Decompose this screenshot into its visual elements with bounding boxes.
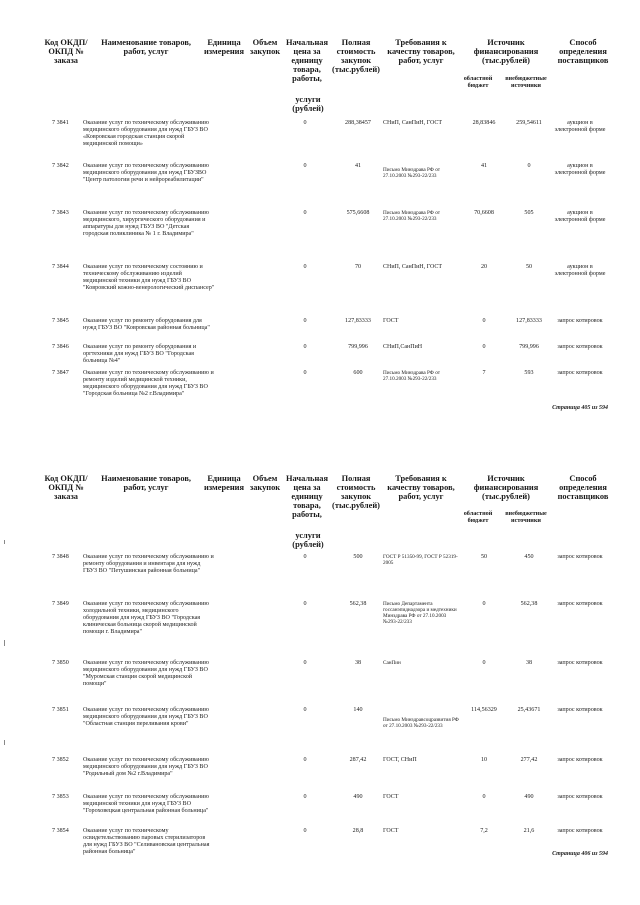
- unit-price: 0: [303, 163, 307, 169]
- total-cost: 127,83333: [345, 318, 371, 324]
- document-page-1: [0, 0, 640, 450]
- item-description: Оказание услуг по ремонту оборудования и оргтехники для нужд ГБУЗ ВО "Городская больница №4": [83, 344, 197, 364]
- quality-requirements: ГОСТ: [383, 828, 399, 834]
- header-volume: Объем закупок: [249, 474, 281, 492]
- regional-budget: 0: [482, 601, 486, 607]
- header-unit: Единица измерения: [203, 474, 245, 492]
- scan-artifact: [4, 540, 5, 544]
- item-description: Оказание услуг по техническому обслуживанию медицинского оборудования для нужд ГБУЗ ВО "Областная станция переливания крови": [83, 707, 209, 727]
- extra-budget: 38: [525, 660, 533, 666]
- header-total: Полная стоимость закупок (тыс.рублей): [332, 474, 380, 510]
- item-description: Оказание услуг по техническому обслуживанию холодильной техники, медицинского оборудования для нужд ГБУЗ ВО "Городская клиническая больница скорой медицинской помощи г. Владимира": [83, 601, 209, 635]
- header-total: Полная стоимость закупок (тыс.рублей): [332, 38, 380, 74]
- page-number: Страница 405 из 594: [552, 405, 608, 411]
- unit-price: 0: [303, 757, 307, 763]
- procurement-method: запрос котировок: [557, 757, 603, 763]
- scan-artifact: [4, 640, 5, 646]
- procurement-method: аукцион в электронной форме: [554, 120, 606, 133]
- item-description: Оказание услуг по техническому обслуживанию медицинского оборудования для нужд ГБУЗ ВО "Муромская станция скорой медицинской помощи": [83, 660, 209, 687]
- total-cost: 38: [354, 660, 362, 666]
- regional-budget: 0: [482, 660, 486, 666]
- regional-budget: 7: [482, 370, 486, 376]
- header-funding-extra: внебюджетные источники: [505, 75, 547, 89]
- item-description: Оказание услуг по техническому состоянию и техническому обслуживанию изделий медицинской техники для нужд ГБУЗ ВО "Ковровский кожно-венерологический диспансер": [83, 264, 215, 291]
- item-description: Оказание услуг по техническому обслуживанию медицинского оборудования для нужд ГБУЗВО "Центр патологии речи и нейрореабилитации": [83, 163, 209, 183]
- quality-requirements: СанПин: [383, 660, 401, 666]
- extra-budget: 25,43671: [517, 707, 541, 713]
- header-code: Код ОКДП/ ОКПД № заказа: [44, 38, 88, 65]
- order-code: 7 3847: [52, 370, 69, 376]
- total-cost: 70: [354, 264, 362, 270]
- procurement-method: запрос котировок: [557, 660, 603, 666]
- total-cost: 562,38: [349, 601, 367, 607]
- header-funding: Источник финансирования (тыс.рублей): [473, 474, 539, 501]
- item-description: Оказание услуг по техническому освидетельствованию паровых стерилизаторов для нужд ГБУЗ ВО "Селивановская центральная районная больница": [83, 828, 210, 855]
- order-code: 7 3850: [52, 660, 69, 666]
- total-cost: 490: [353, 794, 363, 800]
- quality-requirements: Письмо Минздрава РФ от 27.10.2003 №293-22/233: [383, 370, 440, 382]
- regional-budget: 28,83846: [472, 120, 496, 126]
- order-code: 7 3846: [52, 344, 69, 350]
- regional-budget: 20: [480, 264, 488, 270]
- order-code: 7 3842: [52, 163, 69, 169]
- total-cost: 41: [354, 163, 362, 169]
- extra-budget: 127,83333: [516, 318, 542, 324]
- unit-price: 0: [303, 370, 307, 376]
- procurement-method: запрос котировок: [557, 318, 603, 324]
- item-description: Оказание услуг по техническому обслуживанию медицинского оборудования для нужд ГБУЗ ВО "Родильный дом №2 г.Владимира": [83, 757, 209, 777]
- total-cost: 600: [353, 370, 363, 376]
- regional-budget: 7,2: [480, 828, 488, 834]
- quality-requirements: Письмо Минздрава РФ от 27.10.2003 №293-22/233: [383, 210, 440, 222]
- extra-budget: 0: [527, 163, 531, 169]
- quality-requirements: СНиП, СанПиН, ГОСТ: [383, 264, 443, 270]
- item-description: Оказание услуг по техническому обслуживанию медицинского, хирургического оборудования и аппаратуры для нужд ГБУЗ ВО "Детская городская поликлиника № 1 г. Владимира": [83, 210, 209, 237]
- procurement-method: запрос котировок: [557, 344, 603, 350]
- quality-requirements: СНиП, СанПиН, ГОСТ: [383, 120, 443, 126]
- extra-budget: 505: [524, 210, 534, 216]
- procurement-method: запрос котировок: [557, 707, 603, 713]
- header-funding-extra: внебюджетные источники: [505, 510, 547, 524]
- header-unit-price-services: услуги (рублей): [292, 531, 324, 549]
- total-cost: 287,42: [349, 757, 367, 763]
- procurement-method: запрос котировок: [557, 828, 603, 834]
- quality-requirements: Письмо Минздравсоцразвития РФ от 27.10.2003 №293-22/233: [383, 717, 459, 729]
- order-code: 7 3854: [52, 828, 69, 834]
- unit-price: 0: [303, 828, 307, 834]
- total-cost: 799,996: [348, 344, 368, 350]
- header-method: Способ определения поставщиков: [557, 474, 609, 501]
- extra-budget: 593: [524, 370, 534, 376]
- regional-budget: 0: [482, 344, 486, 350]
- total-cost: 288,38457: [345, 120, 371, 126]
- regional-budget: 50: [480, 554, 488, 560]
- quality-requirements: Письмо Департамента госсанэпиднадзора и медтехники Минздрава РФ от 27.10.2003 №293-22/233: [383, 601, 457, 625]
- header-unit-price: Начальная цена за единицу товара, работы,: [285, 38, 329, 83]
- unit-price: 0: [303, 344, 307, 350]
- procurement-method: аукцион в электронной форме: [554, 210, 606, 223]
- regional-budget: 114,56329: [471, 707, 497, 713]
- quality-requirements: ГОСТ: [383, 794, 399, 800]
- header-code: Код ОКДП/ ОКПД № заказа: [44, 474, 88, 501]
- order-code: 7 3845: [52, 318, 69, 324]
- regional-budget: 10: [480, 757, 488, 763]
- header-unit-price-services: услуги (рублей): [292, 95, 324, 113]
- extra-budget: 450: [524, 554, 534, 560]
- extra-budget: 562,38: [520, 601, 538, 607]
- header-requirements: Требования к качеству товаров, работ, услуг: [387, 38, 455, 65]
- total-cost: 500: [353, 554, 363, 560]
- regional-budget: 70,6608: [474, 210, 494, 216]
- header-unit: Единица измерения: [203, 38, 245, 56]
- unit-price: 0: [303, 794, 307, 800]
- item-description: Оказание услуг по техническому обслуживанию медицинского оборудования для нужд ГБУЗ ВО «Ковровская городская станция скорой медицинской помощи»: [83, 120, 209, 147]
- header-funding: Источник финансирования (тыс.рублей): [473, 38, 539, 65]
- header-unit-price: Начальная цена за единицу товара, работы,: [285, 474, 329, 519]
- quality-requirements: СНиП,СанПиН: [383, 344, 423, 350]
- procurement-method: запрос котировок: [557, 554, 603, 560]
- extra-budget: 277,42: [520, 757, 538, 763]
- item-description: Оказание услуг по техническому обслуживанию медицинской техники для нужд ГБУЗ ВО "Гороховецкая центральная районная больница": [83, 794, 209, 814]
- scan-artifact: [4, 740, 5, 745]
- header-funding-regional: областной бюджет: [463, 510, 493, 524]
- total-cost: 575,6608: [346, 210, 370, 216]
- extra-budget: 490: [524, 794, 534, 800]
- unit-price: 0: [303, 660, 307, 666]
- unit-price: 0: [303, 210, 307, 216]
- unit-price: 0: [303, 318, 307, 324]
- regional-budget: 41: [480, 163, 488, 169]
- order-code: 7 3852: [52, 757, 69, 763]
- header-funding-regional: областной бюджет: [463, 75, 493, 89]
- order-code: 7 3851: [52, 707, 69, 713]
- extra-budget: 259,54611: [516, 120, 542, 126]
- regional-budget: 0: [482, 794, 486, 800]
- page-number: Страница 406 из 594: [552, 851, 608, 857]
- header-name: Наименование товаров, работ, услуг: [101, 38, 191, 56]
- header-method: Способ определения поставщиков: [557, 38, 609, 65]
- unit-price: 0: [303, 554, 307, 560]
- unit-price: 0: [303, 264, 307, 270]
- quality-requirements: ГОСТ, СНиП: [383, 757, 417, 763]
- extra-budget: 50: [525, 264, 533, 270]
- order-code: 7 3848: [52, 554, 69, 560]
- procurement-method: аукцион в электронной форме: [554, 264, 606, 277]
- item-description: Оказание услуг по техническому обслуживанию и ремонту изделий медицинской техники, медицинского оборудования для нужд ГБУЗ ВО "Городская больница №2 г.Владимира": [83, 370, 214, 397]
- order-code: 7 3849: [52, 601, 69, 607]
- regional-budget: 0: [482, 318, 486, 324]
- header-requirements: Требования к качеству товаров, работ, услуг: [387, 474, 455, 501]
- item-description: Оказание услуг по ремонту оборудования для нужд ГБУЗ ВО "Ковровская районная больница": [83, 318, 210, 331]
- total-cost: 140: [353, 707, 363, 713]
- unit-price: 0: [303, 601, 307, 607]
- extra-budget: 799,996: [519, 344, 539, 350]
- header-name: Наименование товаров, работ, услуг: [101, 474, 191, 492]
- procurement-method: аукцион в электронной форме: [554, 163, 606, 176]
- total-cost: 28,8: [352, 828, 364, 834]
- header-volume: Объем закупок: [249, 38, 281, 56]
- order-code: 7 3844: [52, 264, 69, 270]
- document-page-2: [0, 450, 640, 905]
- quality-requirements: ГОСТ Р 51350-99, ГОСТ Р 52319-2005: [383, 554, 458, 566]
- order-code: 7 3853: [52, 794, 69, 800]
- order-code: 7 3843: [52, 210, 69, 216]
- procurement-method: запрос котировок: [557, 794, 603, 800]
- item-description: Оказание услуг по техническому обслуживанию и ремонту оборудования и инвентаря для нужд ГБУЗ ВО "Петушинская районная больница": [83, 554, 214, 574]
- extra-budget: 21,6: [523, 828, 535, 834]
- procurement-method: запрос котировок: [557, 601, 603, 607]
- quality-requirements: ГОСТ: [383, 318, 399, 324]
- procurement-method: запрос котировок: [557, 370, 603, 376]
- unit-price: 0: [303, 707, 307, 713]
- quality-requirements: Письмо Минздрава РФ от 27.10.2003 №293-22/233: [383, 167, 440, 179]
- unit-price: 0: [303, 120, 307, 126]
- order-code: 7 3841: [52, 120, 69, 126]
